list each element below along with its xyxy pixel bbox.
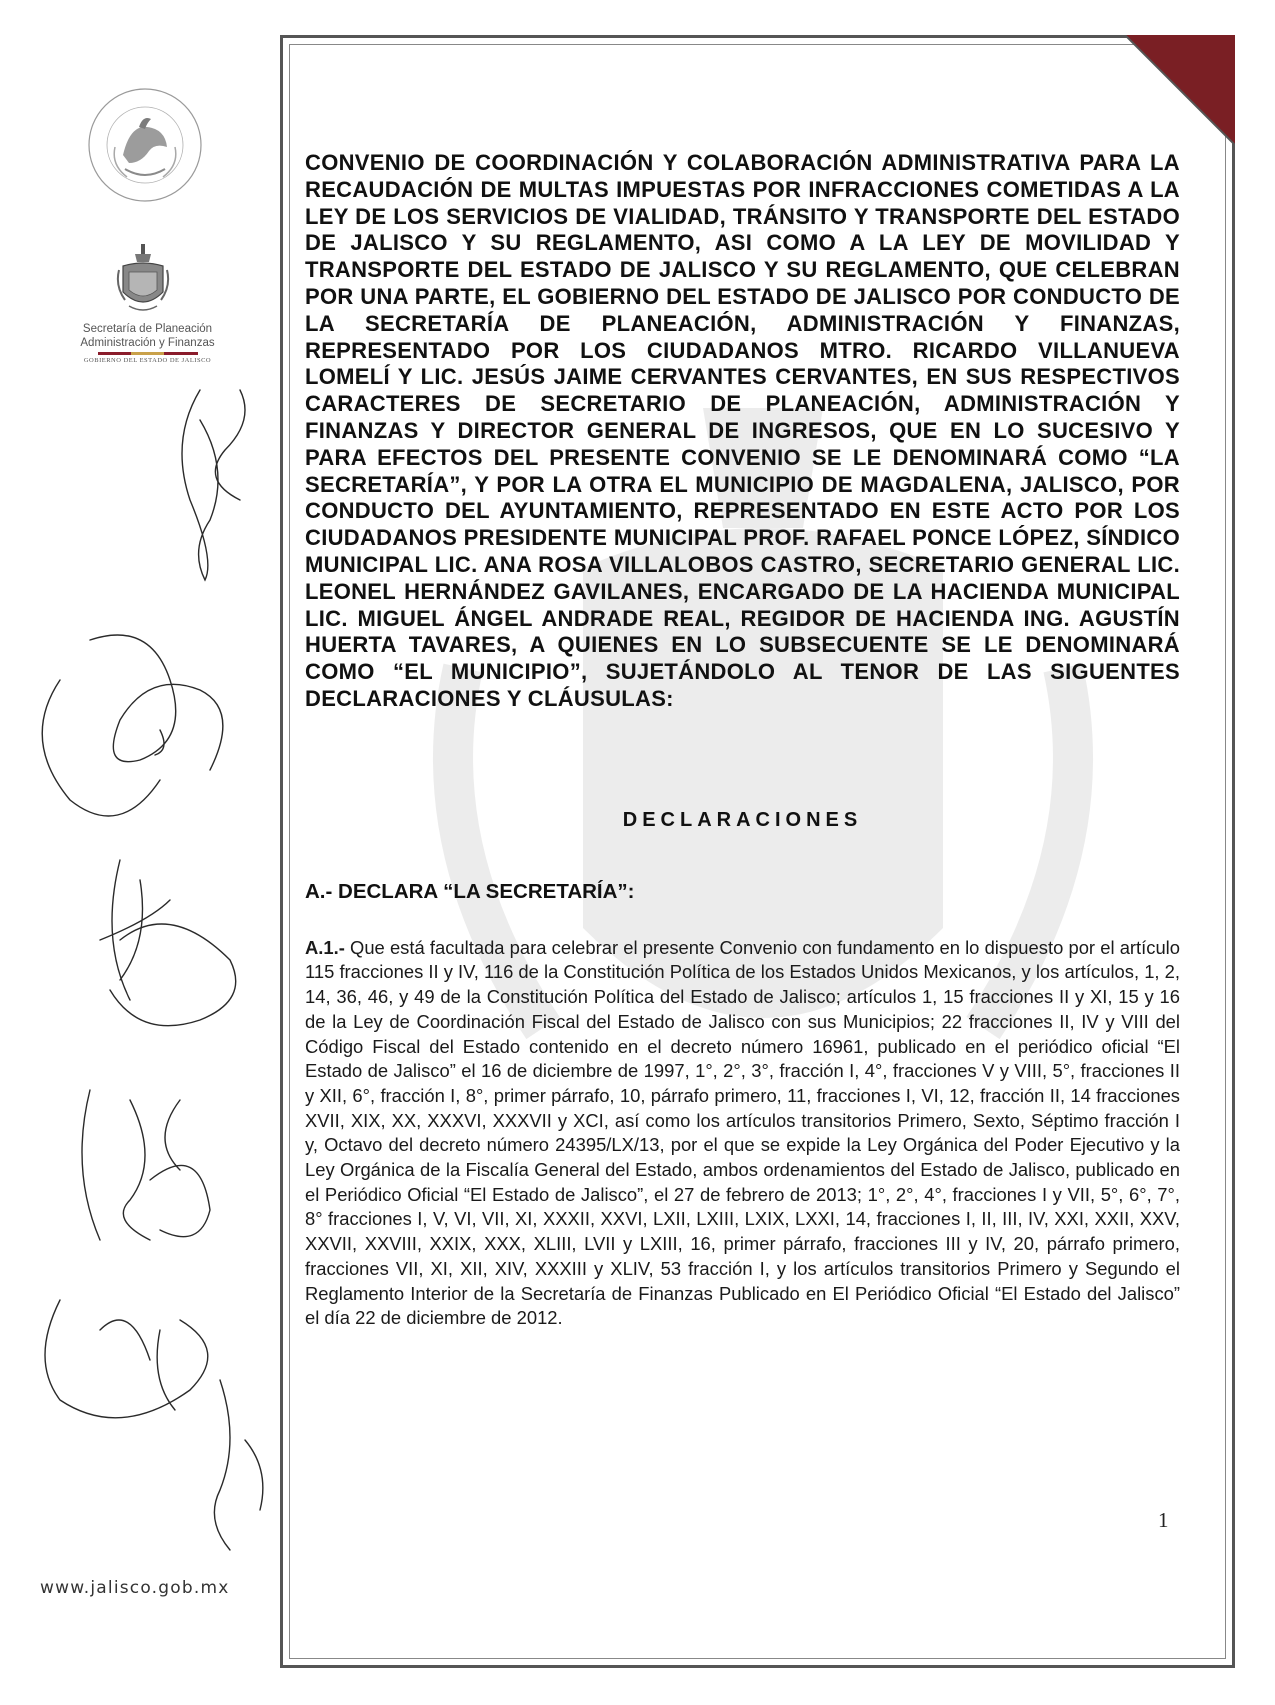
brand-color-bar [98,352,198,355]
agreement-title: CONVENIO DE COORDINACIÓN Y COLABORACIÓN ADMINISTRATIVA PARA LA RECAUDACIÓN DE MULTAS IMPUESTAS POR INFRACCIONES COMETIDAS A LA LEY DE LOS SERVICIOS DE VIALIDAD, TRÁNSITO Y TRANSPORTE DEL ESTADO DE JALISCO Y SU REGLAMENTO, ASI COMO A LA LEY DE MOVILIDAD Y TRANSPORTE DEL ESTADO DE JALISCO Y SU REGLAMENTO, QUE CELEBRAN POR UNA PARTE, EL GOBIERNO DEL ESTADO DE JALISCO POR CONDUCTO DE LA SECRETARÍA DE PLANEACIÓN, ADMINISTRACIÓN Y FINANZAS, REPRESENTADO POR LOS CIUDADANOS MTRO. RICARDO VILLANUEVA LOMELÍ Y LIC. JESÚS JAIME CERVANTES CERVANTES, EN SUS RESPECTIVOS CARACTERES DE SECRETARIO DE PLANEACIÓN, ADMINISTRACIÓN Y FINANZAS Y DIRECTOR GENERAL DE INGRESOS, QUE EN LO SUCESIVO Y PARA EFECTOS DEL PRESENTE CONVENIO SE LE DENOMINARÁ COMO “LA SECRETARÍA”, Y POR LA OTRA EL MUNICIPIO DE MAGDALENA, JALISCO, POR CONDUCTO DEL AYUNTAMIENTO, REPRESENTADO EN ESTE ACTO POR LOS CIUDADANOS PRESIDENTE MUNICIPAL PROF. RAFAEL PONCE LÓPEZ, SÍNDICO MUNICIPAL LIC. ANA ROSA VILLALOBOS CASTRO, SECRETARIO GENERAL LIC. LEONEL HERNÁNDEZ GAVILANES, ENCARGADO DE LA HACIENDA MUNICIPAL LIC. MIGUEL ÁNGEL ANDRADE REAL, REGIDOR DE HACIENDA ING. AGUSTÍN HUERTA TAVARES, A QUIENES EN LO SUBSECUENTE SE LE DENOMINARÁ COMO “EL MUNICIPIO”, SUJETÁNDOLO AL TENOR DE LAS SIGUENTES DECLARACIONES Y CLÁUSULAS: [305,150,1180,711]
margin-signatures [0,380,290,1620]
letterhead-sidebar [0,0,275,1705]
agency-line-3: GOBIERNO DEL ESTADO DE JALISCO [83,357,212,364]
clause-a1 [305,936,1180,1331]
signature-1 [182,390,218,580]
subheading: A.- DECLARA “LA SECRETARÍA”: [305,879,635,903]
clause-text: Que está facultada para celebrar el presente Convenio con fundamento en lo dispuesto por el artículo 115 fracciones II y IV, 116 de la Constitución Política de los Estados Unidos Mexicanos, y los artículos, 1, 2, 14, 36, 46, y 49 de la Constitución Política del Estado de Jalisco; artículos 1, 15 fracciones II y XI, 15 y 16 de la Ley de Coordinación Fiscal del Estado de Jalisco con sus Municipios; 22 fracciones II, IV y VIII del Código Fiscal del Estado contenido en el decreto número 16961, publicado en el periódico oficial “El Estado de Jalisco” el 16 de diciembre de 1997, 1°, 2°, 3°, fracción I, 4°, fracciones V y VIII, 5°, fracciones II y XII, 6°, fracción I, 8°, primer párrafo, 10, párrafo primero, 11, fracciones I, VI, 12, fracción II, 14 fracciones XVII, XIX, XX, XXXVI, XXXVII y XCI, así como los artículos transitorios Primero, Sexto, Séptimo fracción I y, Octavo del decreto número 24395/LX/13, por el que se expide la Ley Orgánica del Poder Ejecutivo y la Ley Orgánica de la Fiscalía General del Estado, ambos ordenamientos del Estado de Jalisco, publicado en el Periódico Oficial “El Estado de Jalisco”, el 27 de febrero de 2013; 1°, 2°, 4°, fracciones I y VII, 5°, 6°, 7°, 8° fracciones I, V, VI, VII, XI, XXXII, XXVI, LXII, LXIII, LXIX, LXXI, 14, fracciones I, II, III, IV, XXI, XXII, XXV, XXVII, XXVIII, XXIX, XXX, XLIII, LVII y LXIII, 16, primer párrafo, fracciones III y IV, 20, párrafo primero, fracciones VII, XI, XII, XIV, XXXIII y XLIV, 53 fracción I, y los artículos transitorios Primero y Segundo el Reglamento Interior de la Secretaría de Finanzas Publicado en El Periódico Oficial “El Estado del Jalisco” el día 22 de diciembre de 2012. [305,936,1180,1329]
national-seal-icon [85,85,205,205]
corner-accent-icon [1125,35,1235,145]
agency-line-1: Secretaría de Planeación [82,323,213,335]
signature-5 [157,1330,175,1410]
jalisco-coat-of-arms-icon [115,240,171,320]
signature-2 [42,680,160,816]
signature-4 [150,1165,210,1236]
signature-3 [110,924,236,1026]
section-heading: DECLARACIONES [622,808,863,831]
agency-line-2: Administración y Finanzas [80,337,215,349]
clause-number: A.1.- [305,936,345,958]
page-number: 1 [1158,1508,1169,1532]
website-url: www.jalisco.gob.mx [40,1578,230,1598]
document-body [305,150,1180,1331]
agency-name [40,322,255,364]
